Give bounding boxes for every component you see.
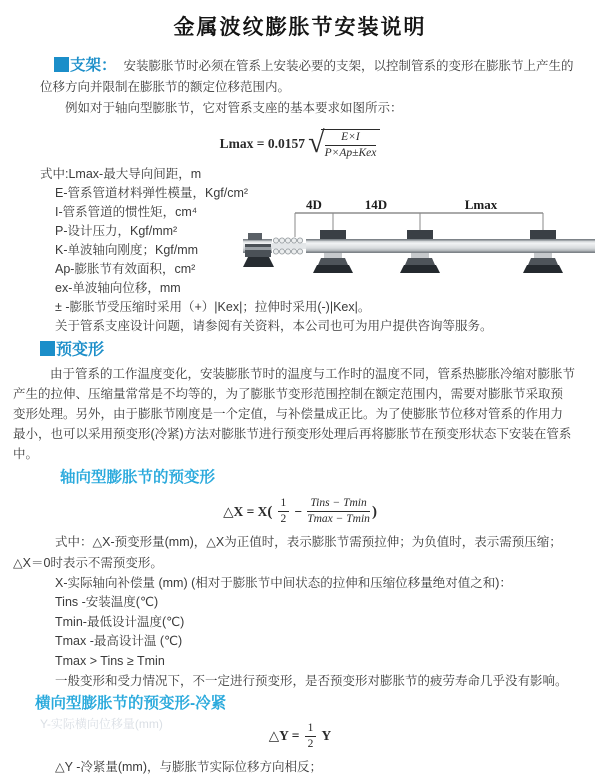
axial-formula-lhs: △X = X [223,503,268,519]
pipe-support-diagram [243,197,595,289]
definition-line: P-设计压力，Kgf/mm² [55,224,178,238]
open-paren: ( [267,503,273,520]
radical-sign: √ [308,126,325,160]
axial-item: Tmin-最低设计温度(℃) [55,614,185,629]
support-example-text: 例如对于轴向型膨胀节，它对管系支座的基本要求如图所示： [65,101,403,115]
temperature-fraction: $\frac{\text{Tins − Tmin}}{Tmax - Tmin}$ [307,497,370,526]
lmax-formula [0,126,600,160]
axial-item: Tmax -最高设计温 (℃) [55,634,183,649]
axial-note: 一般变形和受力情况下，不一定进行预变形，是否预变形对膨胀节的疲劳寿命几乎没有影响。 [55,674,568,689]
predeform-body-text: 由于管系的工作温度变化，安装膨胀节时的温度与工作时的温度不同，管系热膨胀冷缩对膨胀节产生的拉伸、压缩量常常是不均等的，为了膨胀节变形范围控制在额定范围内，需要对膨胀节采取预变形处理。另外，由于膨胀节刚度是一个定值，与补偿量成正比。为了使膨胀节位移对管系的作用力最小，也可以采用预变形(冷紧)方法对膨胀节进行预变形处理后再将膨胀节在预变形状态下安装在管系中。 [13,366,576,461]
lateral-formula-rhs: Y [321,728,332,744]
predeform-heading: 预变形 [56,341,105,359]
support-intro-text: 安装膨胀节时必须在管系上安装必要的支架，以控制管系的变形在膨胀节上产生的位移方向并限制在膨胀节的额定位移范围内。 [40,59,574,94]
lmax-formula-numerator: E×I [325,131,377,146]
minus-sign: − [294,503,303,519]
lateral-item: △Y -冷紧量(mm)，与膨胀节实际位移方向相反； [55,760,323,775]
definition-line: I-管系管道的惯性矩，cm⁴ [55,205,198,219]
section-square-icon [40,341,55,356]
axial-item: Tmax > Tins ≥ Tmin [55,653,165,668]
definition-line: 式中:Lmax-最大导向间距，m [40,167,202,181]
radical-fraction [321,129,381,160]
axial-symbol-list [55,574,575,672]
dim-label-lmax: Lmax [464,197,498,212]
page-title: 金属波纹膨胀节安装说明 [173,16,427,39]
definition-line: E-管系管道材料弹性模量，Kgf/cm² [55,186,249,200]
definition-line: ± -膨胀节受压缩时采用（+）|Kex|；拉伸时采用(-)|Kex|。 [55,300,371,314]
clipped-partial-line: Y-实际横向位移量(mm) [40,717,163,731]
axial-item: Tins -安装温度(℃) [55,595,159,610]
half-fraction: $\frac{1}{2}$ [305,722,317,751]
lateral-formula-lhs: △Y = [268,728,300,744]
close-paren: ) [371,503,377,520]
lateral-subheading: 横向型膨胀节的预变形-冷紧 [35,695,227,713]
support-paragraph [40,55,575,98]
lmax-formula-denominator: P×Ap±Kex [324,146,377,159]
support-section-heading: 支架： [70,57,117,74]
axial-subheading: 轴向型膨胀节的预变形 [60,468,216,486]
bellows-icon [272,237,306,255]
definition-line: 关于管系支座设计问题，请参阅有关资料，本公司也可为用户提供咨询等服务。 [55,319,493,333]
section-square-icon [54,57,69,72]
lmax-formula-lhs: Lmax = 0.0157 [219,136,305,152]
anchor-support [243,233,274,267]
half-fraction: $\frac{1}{2}$ [278,497,290,526]
axial-formula-explain: 式中：△X-预变形量(mm)，△X为正值时，表示膨胀节需预拉伸；为负值时，表示需预压缩；△X＝0时表示不需预变形。 [13,534,562,570]
dim-label-4d: 4D [306,197,322,212]
dim-label-14d: 14D [364,197,388,212]
axial-formula [0,494,600,528]
definition-line: Ap-膨胀节有效面积，cm² [55,262,196,276]
definition-line: ex-单波轴向位移，mm [55,281,181,295]
predeform-section-header [40,340,600,361]
definition-line: K-单波轴向刚度；Kgf/mm [55,243,199,257]
axial-item: X-实际轴向补偿量 (mm) (相对于膨胀节中间状态的拉伸和压缩位移量绝对值之和)： [55,575,512,590]
